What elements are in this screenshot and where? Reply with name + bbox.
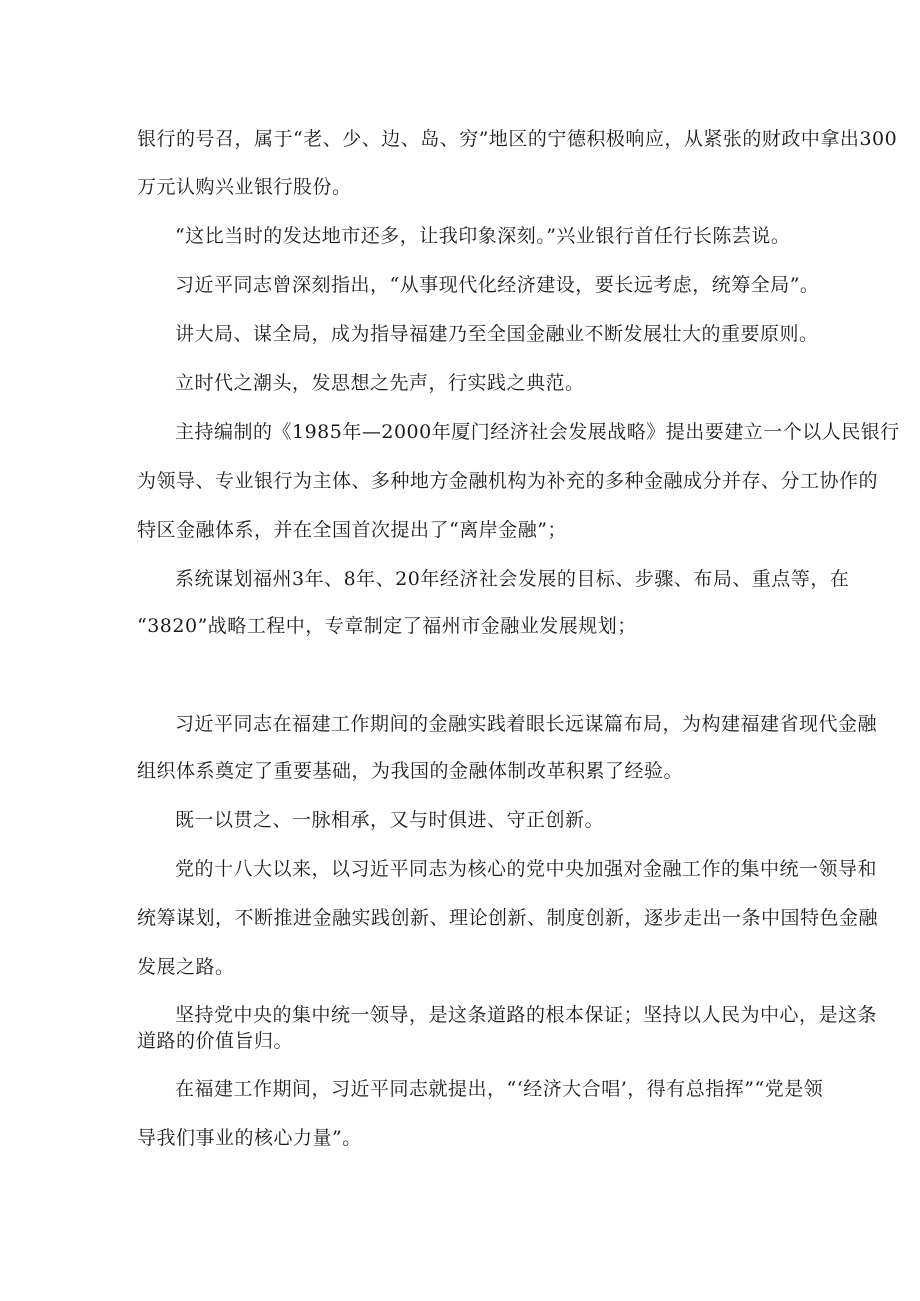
text-line-8: 为领导、专业银行为主体、多种地方金融机构为补充的多种金融成分并存、分工协作的 xyxy=(137,470,879,492)
text-line-6: 立时代之潮头，发思想之先声，行实践之典范。 xyxy=(175,372,585,394)
text-line-19: 道路的价值旨归。 xyxy=(137,1030,294,1052)
text-line-1: 银行的号召，属于“老、少、边、岛、穷”地区的宁德积极响应，从紧张的财政中拿出300 xyxy=(137,128,898,150)
text-line-20: 在福建工作期间，习近平同志就提出，“‘经济大合唱’，得有总指挥”“党是领 xyxy=(175,1078,824,1100)
text-line-3: “这比当时的发达地市还多，让我印象深刻。”兴业银行首任行长陈芸说。 xyxy=(175,225,791,247)
text-line-2: 万元认购兴业银行股份。 xyxy=(137,176,352,198)
text-line-12: 习近平同志在福建工作期间的金融实践着眼长远谋篇布局，为构建福建省现代金融 xyxy=(175,713,878,735)
text-line-4: 习近平同志曾深刻指出，“从事现代化经济建设，要长远考虑，统筹全局”。 xyxy=(175,274,820,296)
text-line-10: 系统谋划福州3年、8年、20年经济社会发展的目标、步骤、布局、重点等，在 xyxy=(175,568,850,590)
text-line-5: 讲大局、谋全局，成为指导福建乃至全国金融业不断发展壮大的重要原则。 xyxy=(175,323,819,345)
text-line-11: “3820”战略工程中，专章制定了福州市金融业发展规划； xyxy=(137,615,637,637)
text-line-13: 组织体系奠定了重要基础，为我国的金融体制改革积累了经验。 xyxy=(137,760,684,782)
text-line-15: 党的十八大以来，以习近平同志为核心的党中央加强对金融工作的集中统一领导和 xyxy=(175,858,878,880)
text-line-9: 特区金融体系，并在全国首次提出了“离岸金融”； xyxy=(137,519,567,541)
text-line-18: 坚持党中央的集中统一领导，是这条道路的根本保证；坚持以人民为中心，是这条 xyxy=(175,1004,878,1026)
text-line-17: 发展之路。 xyxy=(137,956,235,978)
text-line-14: 既一以贯之、一脉相承，又与时俱进、守正创新。 xyxy=(175,809,605,831)
text-line-21: 导我们事业的核心力量”。 xyxy=(137,1127,362,1149)
text-line-7: 主持编制的《1985年—2000年厦门经济社会发展战略》提出要建立一个以人民银行 xyxy=(175,421,900,443)
text-line-16: 统筹谋划，不断推进金融实践创新、理论创新、制度创新，逐步走出一条中国特色金融 xyxy=(137,907,879,929)
